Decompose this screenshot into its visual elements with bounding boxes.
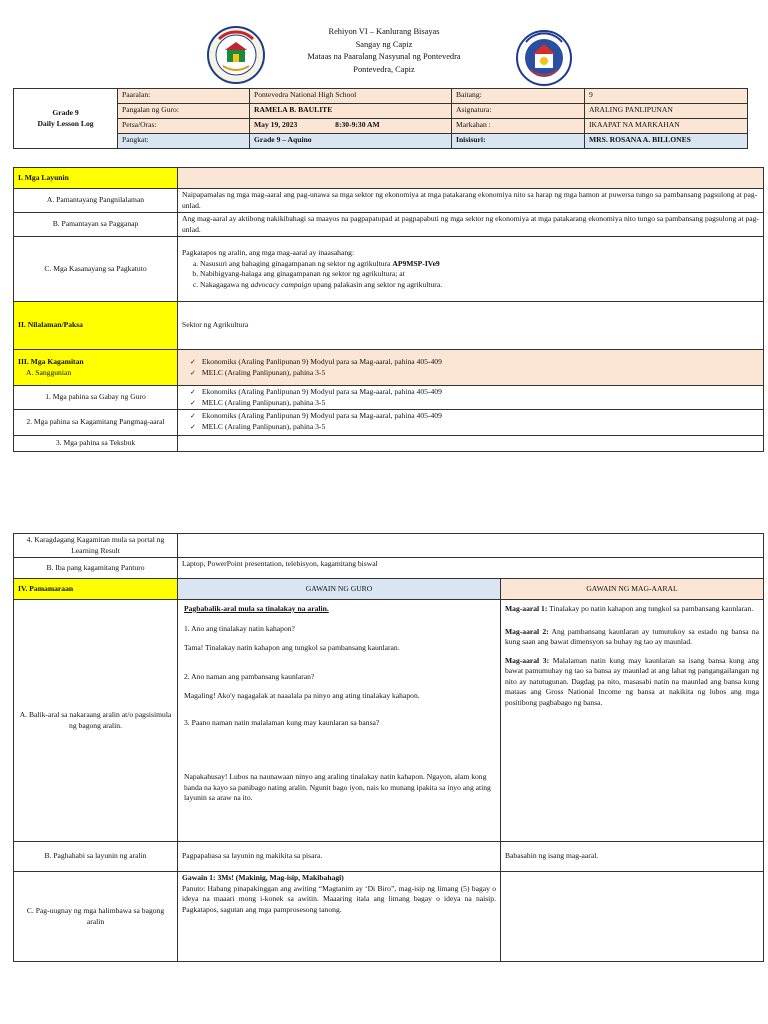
balik-aral-guro bbox=[178, 600, 501, 842]
list-item: ✓ Ekonomiks (Araling Panlipunan 9) Modyul para sa Mag-aaral, pahina 405-409 bbox=[190, 411, 759, 422]
pangnilalaman-label: A. Pamantayang Pangnilalaman bbox=[14, 189, 178, 213]
guro-closing: Napakahusay! Lubos na naunawaan ninyo ang araling tinalakay natin kahapon. Ngayon, alam kong handa na kayo sa panibago nating aralin. Ngunit bago iyon, nais ko munang ipakita sa inyo ang ating layunin sa araw na ito. bbox=[184, 772, 491, 802]
pag-uugnay-guro bbox=[178, 872, 501, 962]
list-item: b. Nabibigyang-halaga ang ginagampanan ng sektor ng agrikultura; at bbox=[200, 269, 759, 280]
markahan-value: IKAAPAT NA MARKAHAN bbox=[585, 119, 748, 134]
pangnilalaman-text: Naipapamalas ng mga mag-aaral ang pag-unawa sa mga sektor ng ekonomiya at mga patakarang ekonomiya nito sa harap ng mga hamon at puwersa tungo sa pambansang pagsulong at pag-unlad. bbox=[178, 189, 764, 213]
gawain-guro-heading: GAWAIN NG GURO bbox=[178, 579, 501, 600]
paaralan-label: Paaralan: bbox=[118, 89, 250, 104]
dll-title-cell bbox=[14, 89, 118, 149]
list-item: ✓ Ekonomiks (Araling Panlipunan 9) Modyul para sa Mag-aaral, pahina 405-409 bbox=[190, 387, 759, 398]
iba-pang-kagamitan-label: B. Iba pang kagamitang Panturo bbox=[14, 558, 178, 579]
pamamaraan-heading: IV. Pamamaraan bbox=[14, 579, 178, 600]
petsa-value: May 19, 2023 bbox=[254, 120, 298, 129]
baitang-value: 9 bbox=[585, 89, 748, 104]
region-line: Rehiyon VI – Kanlurang Bisayas bbox=[328, 27, 440, 36]
kasanayan-list bbox=[182, 259, 759, 291]
list-item: ✓ MELC (Araling Panlipunan), pahina 3-5 bbox=[190, 422, 759, 433]
list-item: c. Nakagagawa ng advocacy campaign upang palakasin ang sektor ng agrikultura. bbox=[200, 280, 759, 291]
kagamitang-pangmag-aaral-refs bbox=[178, 410, 764, 436]
guro-response-2: Magaling! Ako'y nagagalak at naaalala pa ninyo ang ating tinalakay kahapon. bbox=[184, 691, 420, 700]
town-line: Pontevedra, Capiz bbox=[353, 64, 415, 74]
oras-value: 8:30-9:30 AM bbox=[335, 120, 380, 129]
guro-response-1: Tama! Tinalakay natin kahapon ang tungkol sa pambansang kaunlaran. bbox=[184, 643, 400, 652]
teksbuk-empty bbox=[178, 436, 764, 452]
mag-aaral-1-answer: Mag-aaral 1: Tinalakay po natin kahapon ang tungkol sa pambansang kaunlaran. bbox=[505, 604, 754, 613]
procedure-table bbox=[13, 533, 764, 962]
dll-title: Daily Lesson Log bbox=[37, 118, 94, 128]
nilalaman-value: Sektor ng Agrikultura bbox=[178, 302, 764, 350]
gawain-1-instructions: Panuto: Habang pinapakinggan ang awiting “Magtanim ay ‘Di Biro”, mag-isip ng limang (5) bagay o ideya na maaari mong i-konek sa awitin. Maaaring itala ang limang bagay o ideya na naisip. Pagkatapos, sagutan ang mga pamprosesong tanong. bbox=[182, 883, 496, 914]
division-line: Sangay ng Capiz bbox=[355, 39, 413, 49]
info-table bbox=[13, 88, 748, 149]
petsa-label: Petsa/Oras: bbox=[118, 119, 250, 134]
teksbuk-label: 3. Mga pahina sa Teksbuk bbox=[14, 436, 178, 452]
objectives-table bbox=[13, 167, 764, 452]
list-item: ✓ Ekonomiks (Araling Panlipunan 9) Modyul para sa Mag-aaral, pahina 405-409 bbox=[190, 357, 759, 368]
school-seal-logo bbox=[207, 26, 265, 89]
pangkat-value: Grade 9 – Aquino bbox=[250, 134, 452, 149]
sanggunian-label: A. Sanggunian bbox=[26, 367, 72, 377]
gabay-guro-label: 1. Mga pahina sa Gabay ng Guro bbox=[14, 386, 178, 410]
learning-result-label: 4. Karagdagang Kagamitan mula sa portal ng Learning Result bbox=[14, 534, 178, 558]
inisinuri-value: MRS. ROSANA A. BILLONES bbox=[585, 134, 748, 149]
guro-question-3: 3. Paano naman natin malalaman kung may kaunlaran sa bansa? bbox=[184, 717, 380, 727]
gawain-1-heading: Gawain 1: 3Ms! (Makinig, Mag-isip, Makibahagi) bbox=[182, 873, 344, 882]
layunin-empty bbox=[178, 168, 764, 189]
iba-pang-kagamitan-value: Laptop, PowerPoint presentation, telebisyon, kagamitang biswal bbox=[178, 558, 764, 579]
deped-seal-logo bbox=[516, 30, 572, 91]
paaralan-value: Pontevedra National High School bbox=[250, 89, 452, 104]
kagamitan-cell bbox=[14, 350, 178, 386]
gawain-mag-aaral-heading: GAWAIN NG MAG-AARAL bbox=[501, 579, 764, 600]
markahan-label: Markahan : bbox=[452, 119, 585, 134]
pag-uugnay-label: C. Pag-uugnay ng mga halimbawa sa bagong aralin bbox=[14, 872, 178, 962]
inisinuri-label: Inisisuri: bbox=[452, 134, 585, 149]
paghahabi-guro: Pagpapabasa sa layunin ng makikita sa pisara. bbox=[178, 842, 501, 872]
pagganap-label: B. Pamantayan sa Pagganap bbox=[14, 213, 178, 237]
balik-aral-mag-aaral bbox=[501, 600, 764, 842]
mag-aaral-3-answer: Mag-aaral 3: Malalaman natin kung may kaunlaran sa isang bansa kung ang bawat pamumuhay ng tao sa bansa ay maunlad at ang lahat ng pangangailangan ng nito ay natutugunan. Dagdag pa nito, masasabi natin na maunlad ang bansa kung mataas ang Gross National Income ng bansa at nakikita ng lubos ang mga positibong pagbabago ng bansa. bbox=[505, 655, 759, 707]
kasanayan-intro: Pagkatapos ng aralin, ang mga mag-aaral ay inaasahang: bbox=[182, 248, 355, 257]
sanggunian-refs bbox=[178, 350, 764, 386]
list-item: ✓ MELC (Araling Panlipunan), pahina 3-5 bbox=[190, 398, 759, 409]
paghahabi-label: B. Paghahabi sa layunin ng aralin bbox=[14, 842, 178, 872]
kagamitang-pangmag-aaral-label: 2. Mga pahina sa Kagamitang Pangmag-aaral bbox=[14, 410, 178, 436]
school-line: Mataas na Paaralang Nasyunal ng Pontevedra bbox=[307, 52, 461, 61]
kagamitan-label: III. Mga Kagamitan bbox=[18, 357, 84, 366]
page-header bbox=[0, 26, 768, 76]
asignatura-label: Asignatura: bbox=[452, 104, 585, 119]
list-item: a. Nasusuri ang bahaging ginagampanan ng sektor ng agrikultura AP9MSP-IVe9 bbox=[200, 259, 759, 270]
kasanayan-cell bbox=[178, 237, 764, 302]
learning-result-empty bbox=[178, 534, 764, 558]
guro-question-2: 2. Ano naman ang pambansang kaunlaran? bbox=[184, 671, 315, 681]
baitang-label: Baitang: bbox=[452, 89, 585, 104]
layunin-heading: I. Mga Layunin bbox=[14, 168, 178, 189]
grade-title: Grade 9 bbox=[52, 108, 79, 117]
guro-label: Pangalan ng Guro: bbox=[118, 104, 250, 119]
pagganap-text: Ang mag-aaral ay aktibong nakikibahagi sa maayos na pagpapatupad at pagpapabuti ng mga sektor ng ekonomiya at mga patakarang ekonomiya nito tungo sa pambansang pagsulong at pag-unlad. bbox=[178, 213, 764, 237]
balik-aral-label: A. Balik-aral sa nakaraang aralin at/o pagsisimula ng bagong aralin. bbox=[14, 600, 178, 842]
asignatura-value: ARALING PANLIPUNAN bbox=[585, 104, 748, 119]
guro-heading: Pagbabalik-aral mula sa tinalakay na aralin. bbox=[184, 604, 329, 613]
paghahabi-mag-aaral: Babasahin ng isang mag-aaral. bbox=[501, 842, 764, 872]
competency-code: AP9MSP-IVe9 bbox=[392, 258, 440, 268]
kasanayan-label: C. Mga Kasanayang sa Pagkatuto bbox=[14, 237, 178, 302]
guro-question-1: 1. Ano ang tinalakay natin kahapon? bbox=[184, 623, 295, 633]
pag-uugnay-mag-aaral bbox=[501, 872, 764, 962]
mag-aaral-2-answer: Mag-aaral 2: Ang pambansang kaunlaran ay tumutukoy sa estado ng bansa na kung saan ang bawat dimensyon sa buhay ng tao ay maunlad. bbox=[505, 626, 759, 646]
pangkat-label: Pangkat: bbox=[118, 134, 250, 149]
petsa-cell bbox=[250, 119, 452, 134]
nilalaman-label: II. Nilalaman/Paksa bbox=[14, 302, 178, 350]
guro-value: RAMELA B. BAULITE bbox=[250, 104, 452, 119]
gabay-guro-refs bbox=[178, 386, 764, 410]
list-item: ✓ MELC (Araling Panlipunan), pahina 3-5 bbox=[190, 368, 759, 379]
